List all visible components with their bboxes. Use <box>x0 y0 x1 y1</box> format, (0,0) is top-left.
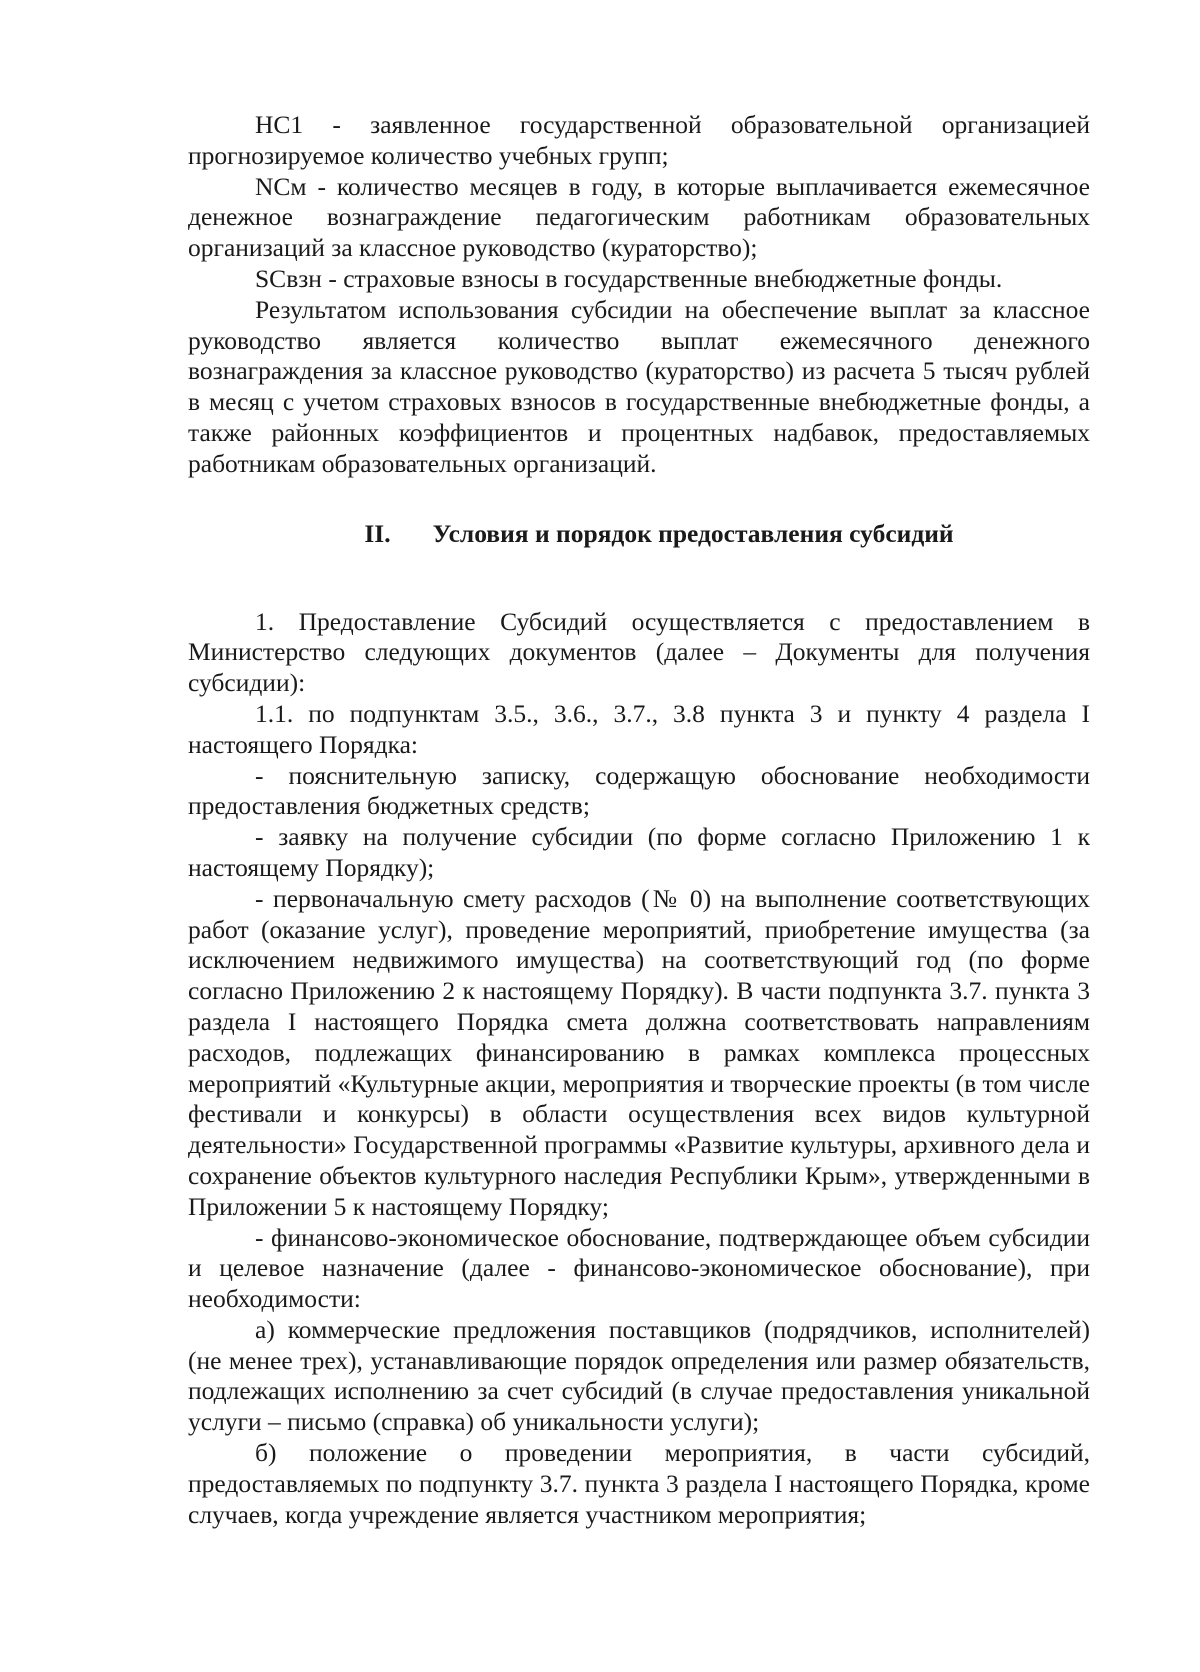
paragraph-commercial-offers: а) коммерческие предложения поставщиков (подрядчиков, исполнителей) (не менее трех), устанавливающие порядок определения или размер обязательств, подлежащих исполнению за счет субсидий (в случае предоставления уникальной услуги – письмо (справка) об уникальности услуги); <box>188 1314 1090 1437</box>
paragraph-scvzn-definition: SCвзн - страховые взносы в государственные внебюджетные фонды. <box>255 263 1003 293</box>
paragraph-event-regulation: б) положение о проведении мероприятия, в части субсидий, предоставляемых по подпункту 3.7. пункта 3 раздела I настоящего Порядка, кроме случаев, когда учреждение является участником мероприятия; <box>188 1438 1090 1529</box>
paragraph-item-1: 1. Предоставление Субсидий осуществляется с предоставлением в Министерство следующих документов (далее – Документы для получения субсидии): <box>188 606 1090 698</box>
section-heading <box>188 518 1090 549</box>
section-title: Условия и порядок предоставления субсидий <box>432 518 954 548</box>
paragraph-subsidy-result: Результатом использования субсидии на обеспечение выплат за классное руководство является количество выплат ежемесячного денежного вознаграждения за классное руководство (кураторство) из расчета 5 тысяч рублей в месяц с учетом страховых взносов в государственные внебюджетные фонды, а также районных коэффициентов и процентных надбавок, предоставляемых работникам образовательных организаций. <box>188 294 1090 478</box>
paragraph-ncm-definition: NCм - количество месяцев в году, в которые выплачивается ежемесячное денежное вознаграждение педагогическим работникам образовательных организаций за классное руководство (кураторство); <box>188 171 1090 263</box>
paragraph-item-1-1: 1.1. по подпунктам 3.5., 3.6., 3.7., 3.8 пункта 3 и пункту 4 раздела I настоящего Порядка: <box>188 698 1090 759</box>
paragraph-cost-estimate: - первоначальную смету расходов (№ 0) на выполнение соответствующих работ (оказание услуг), проведение мероприятий, приобретение имущества (за исключением недвижимого имущества) на соответствующий год (по форме согласно Приложению 2 к настоящему Порядку). В части подпункта 3.7. пункта 3 раздела I настоящего Порядка смета должна соответствовать направлениям расходов, подлежащих финансированию в рамках комплекса процессных мероприятий «Культурные акции, мероприятия и творческие проекты (в том числе фестивали и конкурсы) в области осуществления всех видов культурной деятельности» Государственной программы «Развитие культуры, архивного дела и сохранение объектов культурного наследия Республики Крым», утвержденными в Приложении 5 к настоящему Порядку; <box>188 883 1090 1221</box>
paragraph-hc1-definition: НС1 - заявленное государственной образовательной организацией прогнозируемое количество учебных групп; <box>188 110 1090 170</box>
paragraph-explanatory-note: - пояснительную записку, содержащую обоснование необходимости предоставления бюджетных средств; <box>188 760 1090 821</box>
paragraph-application: - заявку на получение субсидии (по форме согласно Приложению 1 к настоящему Порядку); <box>188 822 1090 882</box>
document-page <box>188 110 1090 1530</box>
section-number: II. <box>364 518 391 548</box>
paragraph-financial-justification: - финансово-экономическое обоснование, подтверждающее объем субсидии и целевое назначение (далее - финансово-экономическое обоснование), при необходимости: <box>188 1222 1090 1314</box>
